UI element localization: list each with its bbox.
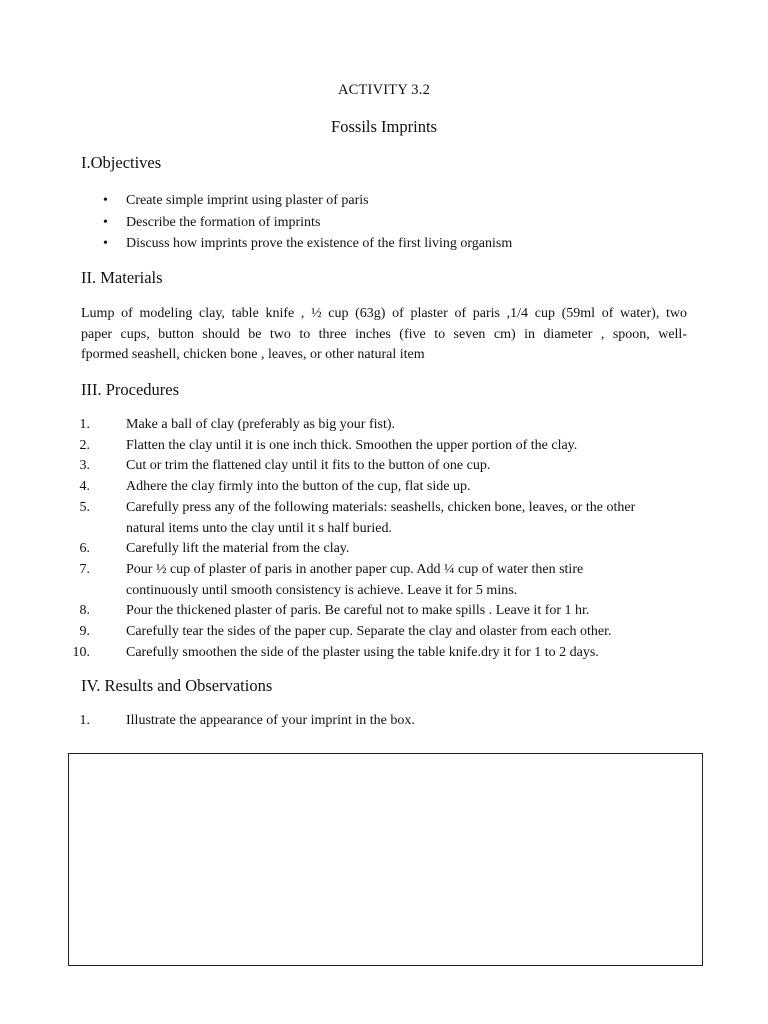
list-item: • Describe the formation of imprints bbox=[103, 214, 321, 230]
page-title: Fossils Imprints bbox=[331, 117, 437, 136]
list-item: 1. Make a ball of clay (preferably as big your fist). bbox=[79, 417, 396, 432]
materials-line: paper cups, button should be two to three inches (five to seven cm) in diameter , spoon, well- bbox=[81, 326, 687, 342]
procedures-heading: III. Procedures bbox=[81, 380, 180, 399]
list-item: 4. Adhere the clay firmly into the button of the cup, flat side up. bbox=[79, 479, 471, 495]
objectives-list bbox=[103, 192, 512, 257]
activity-number: ACTIVITY 3.2 bbox=[337, 82, 431, 98]
results-heading: IV. Results and Observations bbox=[81, 676, 273, 695]
results-list bbox=[79, 711, 415, 732]
list-item: 1. Illustrate the appearance of your imprint in the box. bbox=[79, 713, 415, 728]
illustration-box[interactable] bbox=[68, 753, 703, 966]
list-item: 7. Pour ½ cup of plaster of paris in another paper cup. Add ¼ cup of water then stire continuously until smooth consistency is achieve. Leave it for 5 mins. bbox=[79, 561, 584, 598]
bullet-icon: • bbox=[103, 214, 108, 230]
list-item: 3. Cut or trim the flattened clay until it fits to the button of one cup. bbox=[79, 458, 491, 474]
objectives-heading: I.Objectives bbox=[81, 153, 162, 172]
list-item: 2. Flatten the clay until it is one inch thick. Smoothen the upper portion of the clay. bbox=[79, 437, 578, 453]
bullet-icon: • bbox=[103, 236, 108, 252]
materials-line: Lump of modeling clay, table knife , ½ cup (63g) of plaster of paris ,1/4 cup (59ml of water), two bbox=[81, 306, 687, 321]
list-item: • Discuss how imprints prove the existence of the first living organism bbox=[103, 236, 513, 252]
bullet-icon: • bbox=[103, 193, 108, 208]
list-item: 6. Carefully lift the material from the clay. bbox=[79, 541, 350, 557]
procedures-list bbox=[72, 415, 636, 663]
list-item: • Create simple imprint using plaster of paris bbox=[103, 193, 369, 208]
list-item: 9. Carefully tear the sides of the paper cup. Separate the clay and olaster from each other. bbox=[79, 624, 612, 640]
materials-line: fpormed seashell, chicken bone , leaves, or other natural item bbox=[81, 347, 425, 363]
list-item: 5. Carefully press any of the following materials: seashells, chicken bone, leaves, or the other natural items unto the clay until it s half buried. bbox=[79, 499, 636, 536]
materials-paragraph bbox=[81, 304, 687, 366]
materials-heading: II. Materials bbox=[81, 268, 163, 287]
list-item: 10. Carefully smoothen the side of the plaster using the table knife.dry it for 1 to 2 days. bbox=[72, 644, 599, 660]
list-item: 8. Pour the thickened plaster of paris. Be careful not to make spills . Leave it for 1 hr. bbox=[79, 603, 590, 619]
